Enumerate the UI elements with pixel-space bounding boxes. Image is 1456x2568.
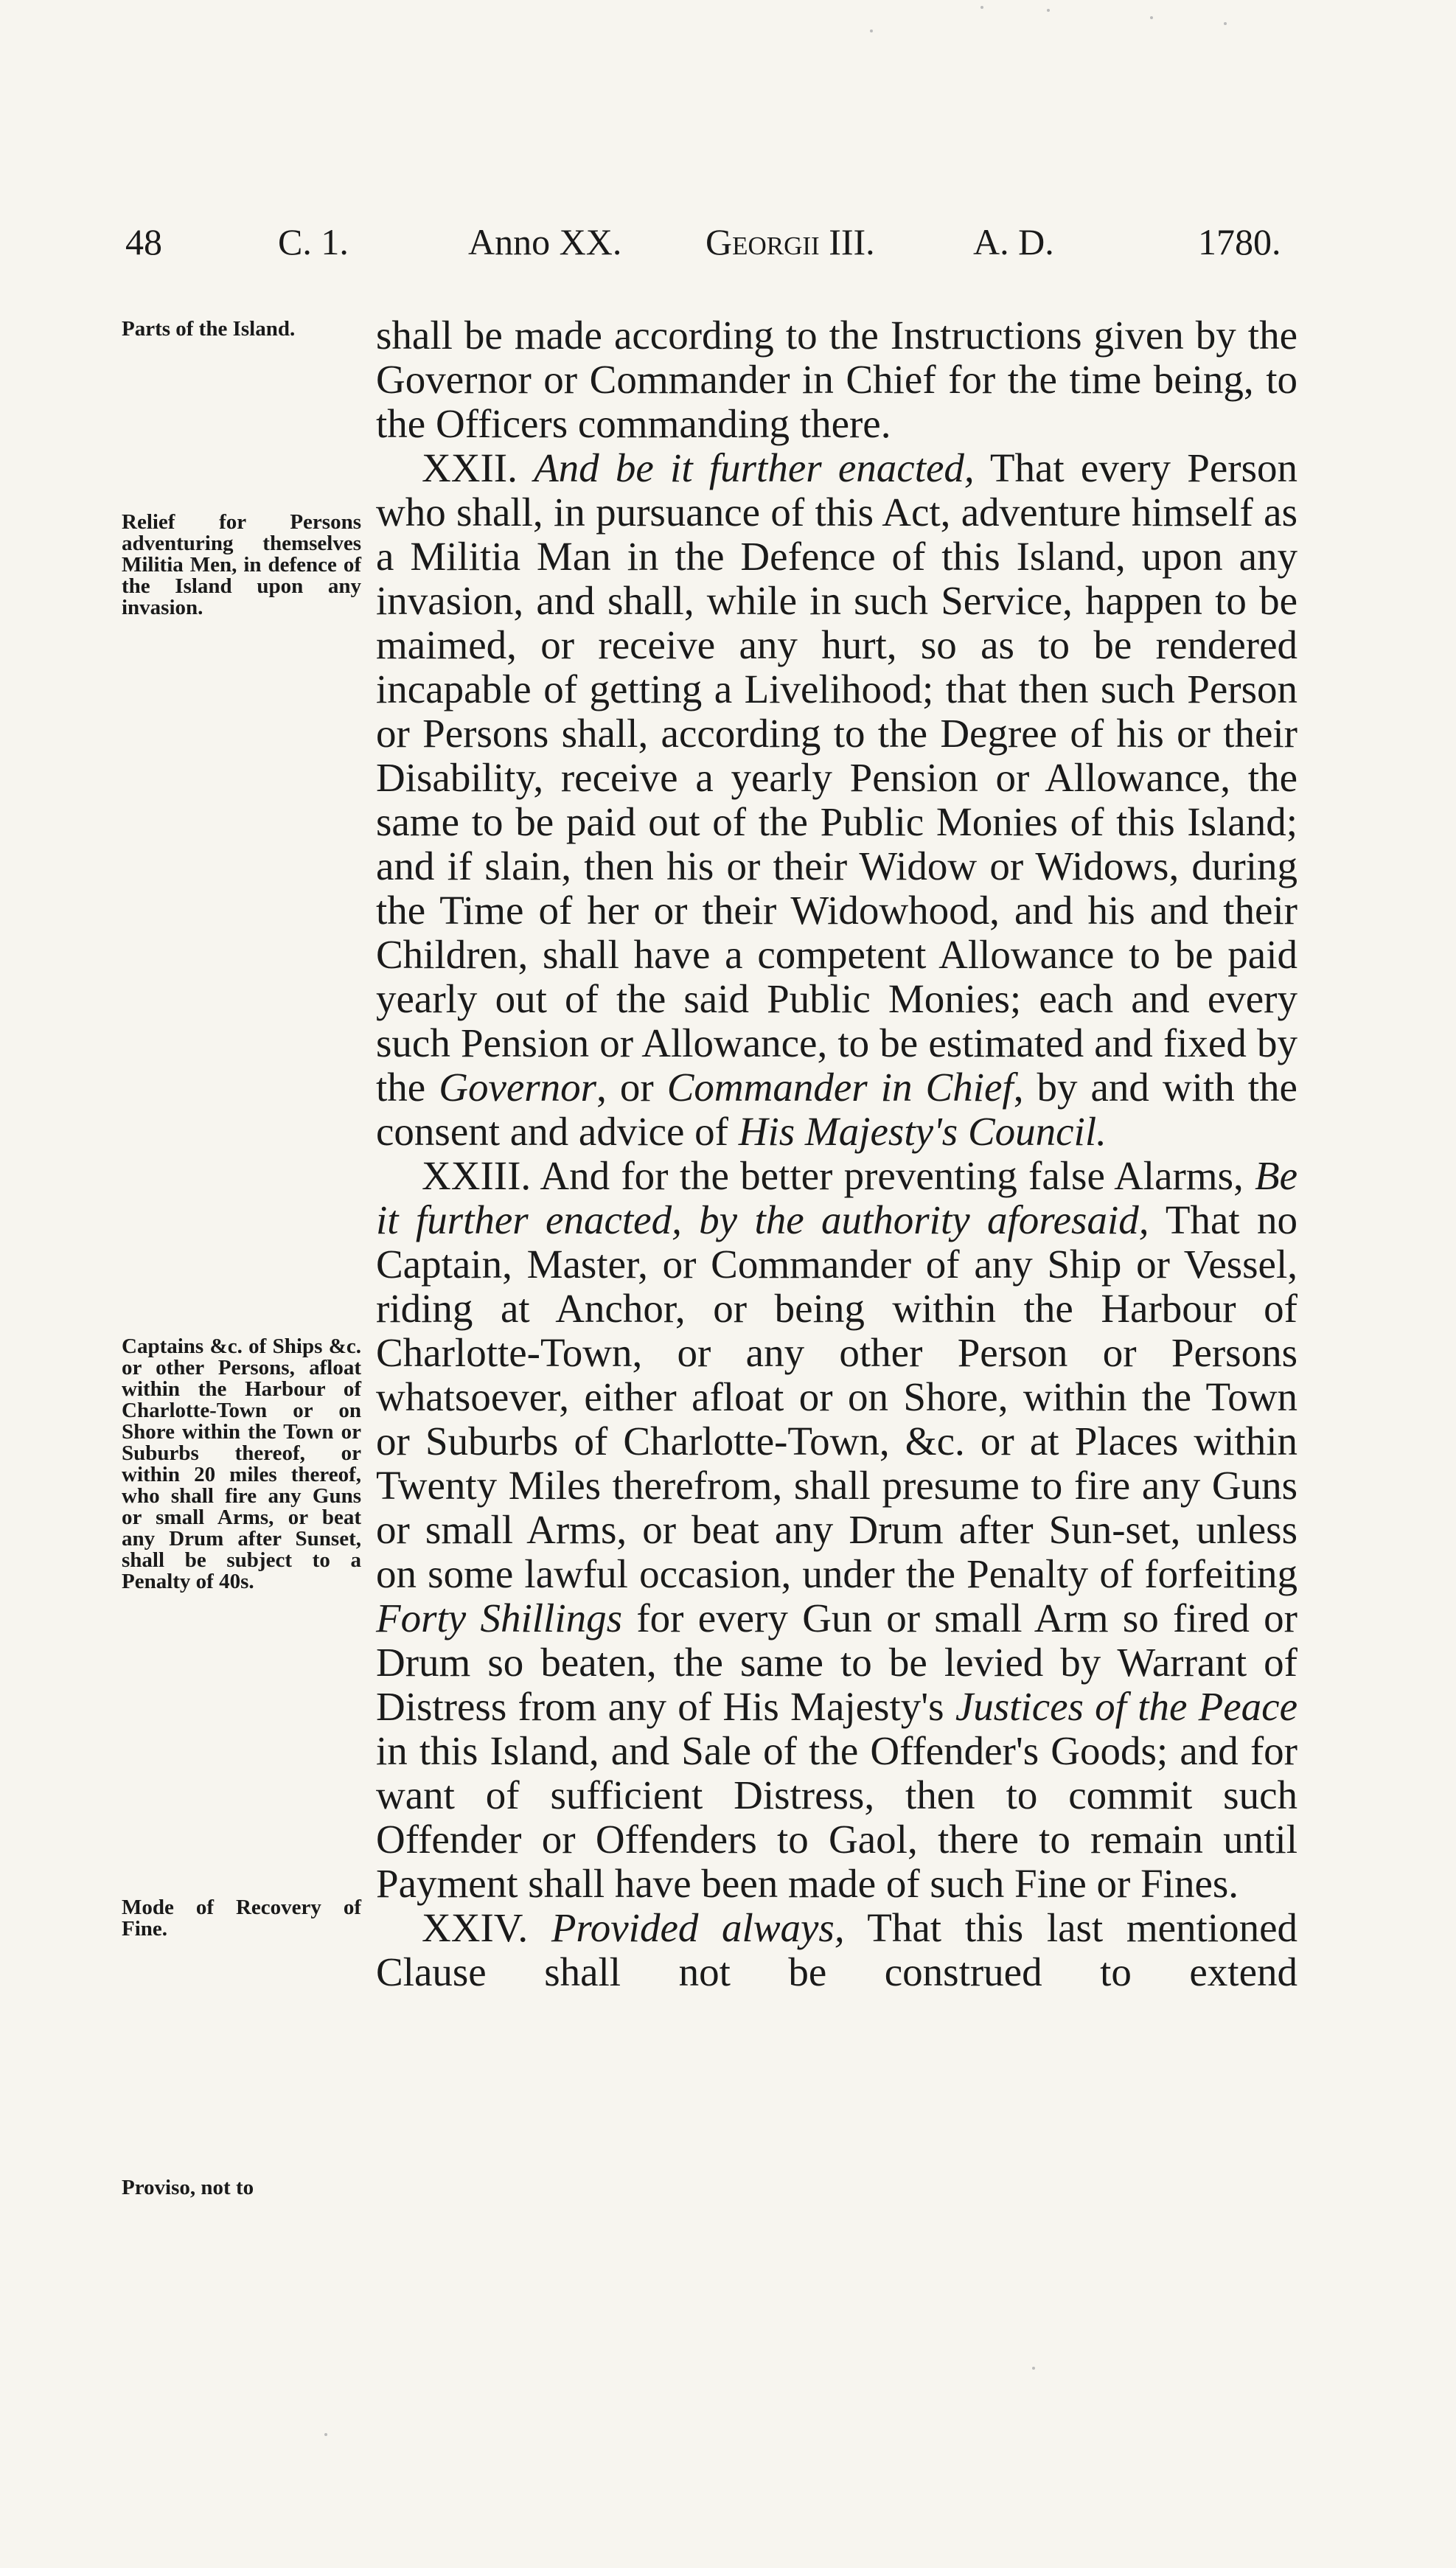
council-term: His Majesty's Council. (738, 1109, 1107, 1154)
paragraph-text: And for the better preventing false Alarms, (531, 1153, 1255, 1198)
enacting-clause: And be it further enacted, (534, 445, 975, 490)
paragraph-text: , or (596, 1065, 667, 1110)
paper-speck (870, 29, 873, 32)
justices-term: Justices of the Peace (955, 1684, 1297, 1729)
paragraph-section-xxiii (376, 1154, 1297, 1906)
proviso-clause: Provided always, (551, 1905, 845, 1950)
paragraph-text: for every Gun or small Arm so fired or Drum so beaten, the same to be levied by Warrant of Distress from any of His Majesty's (376, 1596, 1297, 1729)
paragraph-section-xxii (376, 446, 1297, 1154)
page-number: 48 (125, 221, 162, 262)
paragraph-parts (376, 313, 1297, 446)
paragraph-text: , by and with the consent and advice of (376, 1065, 1297, 1154)
paragraph-text: shall be made according to the Instructions given by the Governor or Commander in Chief for the time being, to the Officers commanding there. (376, 313, 1297, 446)
paragraph-text: in this Island, and Sale of the Offender's Goods; and for want of sufficient Distress, then to commit such Offender or Offenders to Gaol, there to remain until Payment shall have been made of such Fine or Fines. (376, 1728, 1297, 1906)
margin-note-parts: Parts of the Island. (122, 317, 296, 341)
era-label: A. D. (973, 221, 1054, 262)
paragraph-text: That no Captain, Master, or Commander of any Ship or Vessel, riding at Anchor, or being within the Harbour of Charlotte-Town, or any other Person or Persons whatsoever, either afloat or on Shore, within the Town or Suburbs of Charlotte-Town, &c. or at Places within Twenty Miles therefrom, shall presume to fire any Guns or small Arms, or beat any Drum after Sun-set, unless on some lawful occasion, under the Penalty of forfeiting (376, 1197, 1298, 1596)
governor-term: Governor (439, 1065, 597, 1110)
paragraph-section-xxiv (376, 1906, 1297, 1994)
margin-note-mode: Mode of Recovery of Fine. (122, 1896, 361, 1941)
margin-note-proviso: Proviso, not to (122, 2176, 254, 2199)
paper-speck (1032, 2367, 1035, 2370)
paragraph-text: That every Person who shall, in pursuance of this Act, adventure himself as a Militia Man in the Defence of this Island, upon any invasion, and shall, while in such Service, happen to be maimed, or receive any hurt, so as to be rendered incapable of getting a Livelihood; that then such Person or Persons shall, according to the Degree of his or their Disability, receive a yearly Pension or Allowance, the same to be paid out of the Public Monies of this Island; and if slain, then his or their Widow or Widows, during the Time of her or their Widowhood, and his and their Children, shall have a competent Allowance to be paid yearly out of the said Public Monies; each and every such Pension or Allowance, to be estimated and fixed by the (376, 445, 1298, 1110)
statute-text (376, 313, 1297, 1994)
chapter-number: C. 1. (278, 221, 349, 262)
commander-term: Commander in Chief (666, 1065, 1014, 1110)
paper-speck (980, 6, 983, 9)
regnal-year: Anno XX. (468, 221, 622, 262)
section-number: XXII. (422, 445, 518, 490)
margin-note-captains: Captains &c. of Ships &c. or other Persons, afloat within the Harbour of Charlotte-Town or on Shore within the Town or Suburbs thereof, or within 20 miles thereof, who shall fire any Guns or small Arms, or beat any Drum after Sunset, shall be subject to a Penalty of 40s. (122, 1335, 361, 1593)
paper-speck (1047, 9, 1050, 12)
paper-speck (1224, 22, 1227, 25)
year: 1780. (1198, 221, 1281, 262)
margin-note-relief: Relief for Persons adventuring themselves Militia Men, in defence of the Island upon any invasion. (122, 510, 361, 619)
reign-title: Georgii III. (706, 221, 875, 262)
paragraph-text: That this last mentioned Clause shall not be construed to extend (376, 1905, 1298, 1994)
fine-amount: Forty Shillings (376, 1596, 623, 1640)
section-number: XXIII. (422, 1153, 532, 1198)
paper-speck (324, 2433, 327, 2436)
section-number: XXIV. (422, 1905, 529, 1950)
enacting-clause: Be it further enacted, by the authority aforesaid, (376, 1153, 1297, 1242)
paper-speck (1150, 16, 1153, 19)
